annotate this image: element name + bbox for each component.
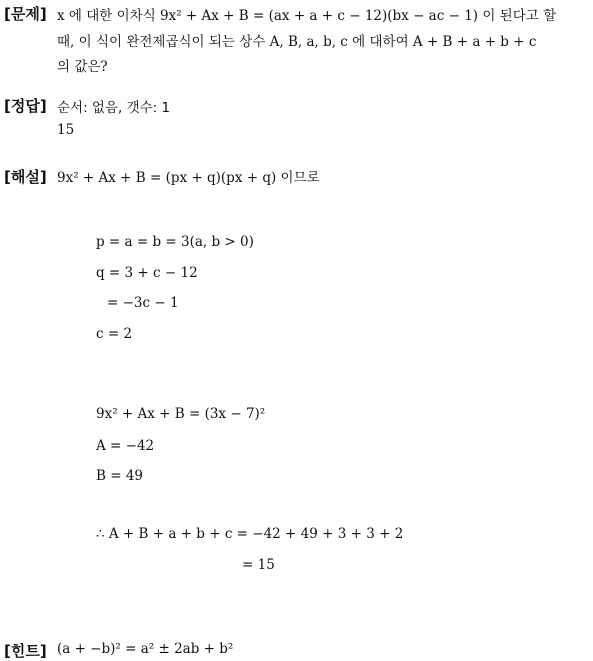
solution-eq-q-simplified: = −3c − 1: [107, 295, 179, 311]
answer-meta: 순서: 없음, 갯수: 1: [57, 100, 171, 116]
problem-line-3: 의 값은?: [57, 59, 108, 75]
answer-label: [정답]: [4, 97, 47, 115]
problem-line-2: 때, 이 식이 완전제곱식이 되는 상수 A, B, a, b, c 에 대하여 A + B + a + b + c: [57, 34, 537, 50]
solution-eq-square: 9x² + Ax + B = (3x − 7)²: [96, 406, 266, 422]
solution-eq-sum: ∴ A + B + a + b + c = −42 + 49 + 3 + 3 + 2: [96, 526, 404, 542]
solution-intro: 9x² + Ax + B = (px + q)(px + q) 이므로: [57, 170, 320, 186]
hint-text: (a + −b)² = a² ± 2ab + b²: [57, 641, 234, 657]
answer-value: 15: [57, 122, 75, 138]
solution-eq-A: A = −42: [96, 438, 155, 454]
hint-label: [힌트]: [4, 642, 47, 660]
solution-eq-B: B = 49: [96, 468, 143, 484]
solution-eq-c: c = 2: [96, 326, 133, 342]
problem-label: [문제]: [4, 5, 47, 23]
solution-eq-q: q = 3 + c − 12: [96, 265, 198, 281]
solution-eq-p: p = a = b = 3(a, b > 0): [96, 234, 254, 250]
solution-eq-result: = 15: [242, 557, 275, 573]
solution-label: [해설]: [4, 168, 47, 186]
problem-line-1: x 에 대한 이차식 9x² + Ax + B = (ax + a + c − 12)(bx − ac − 1) 이 된다고 할: [57, 8, 557, 24]
